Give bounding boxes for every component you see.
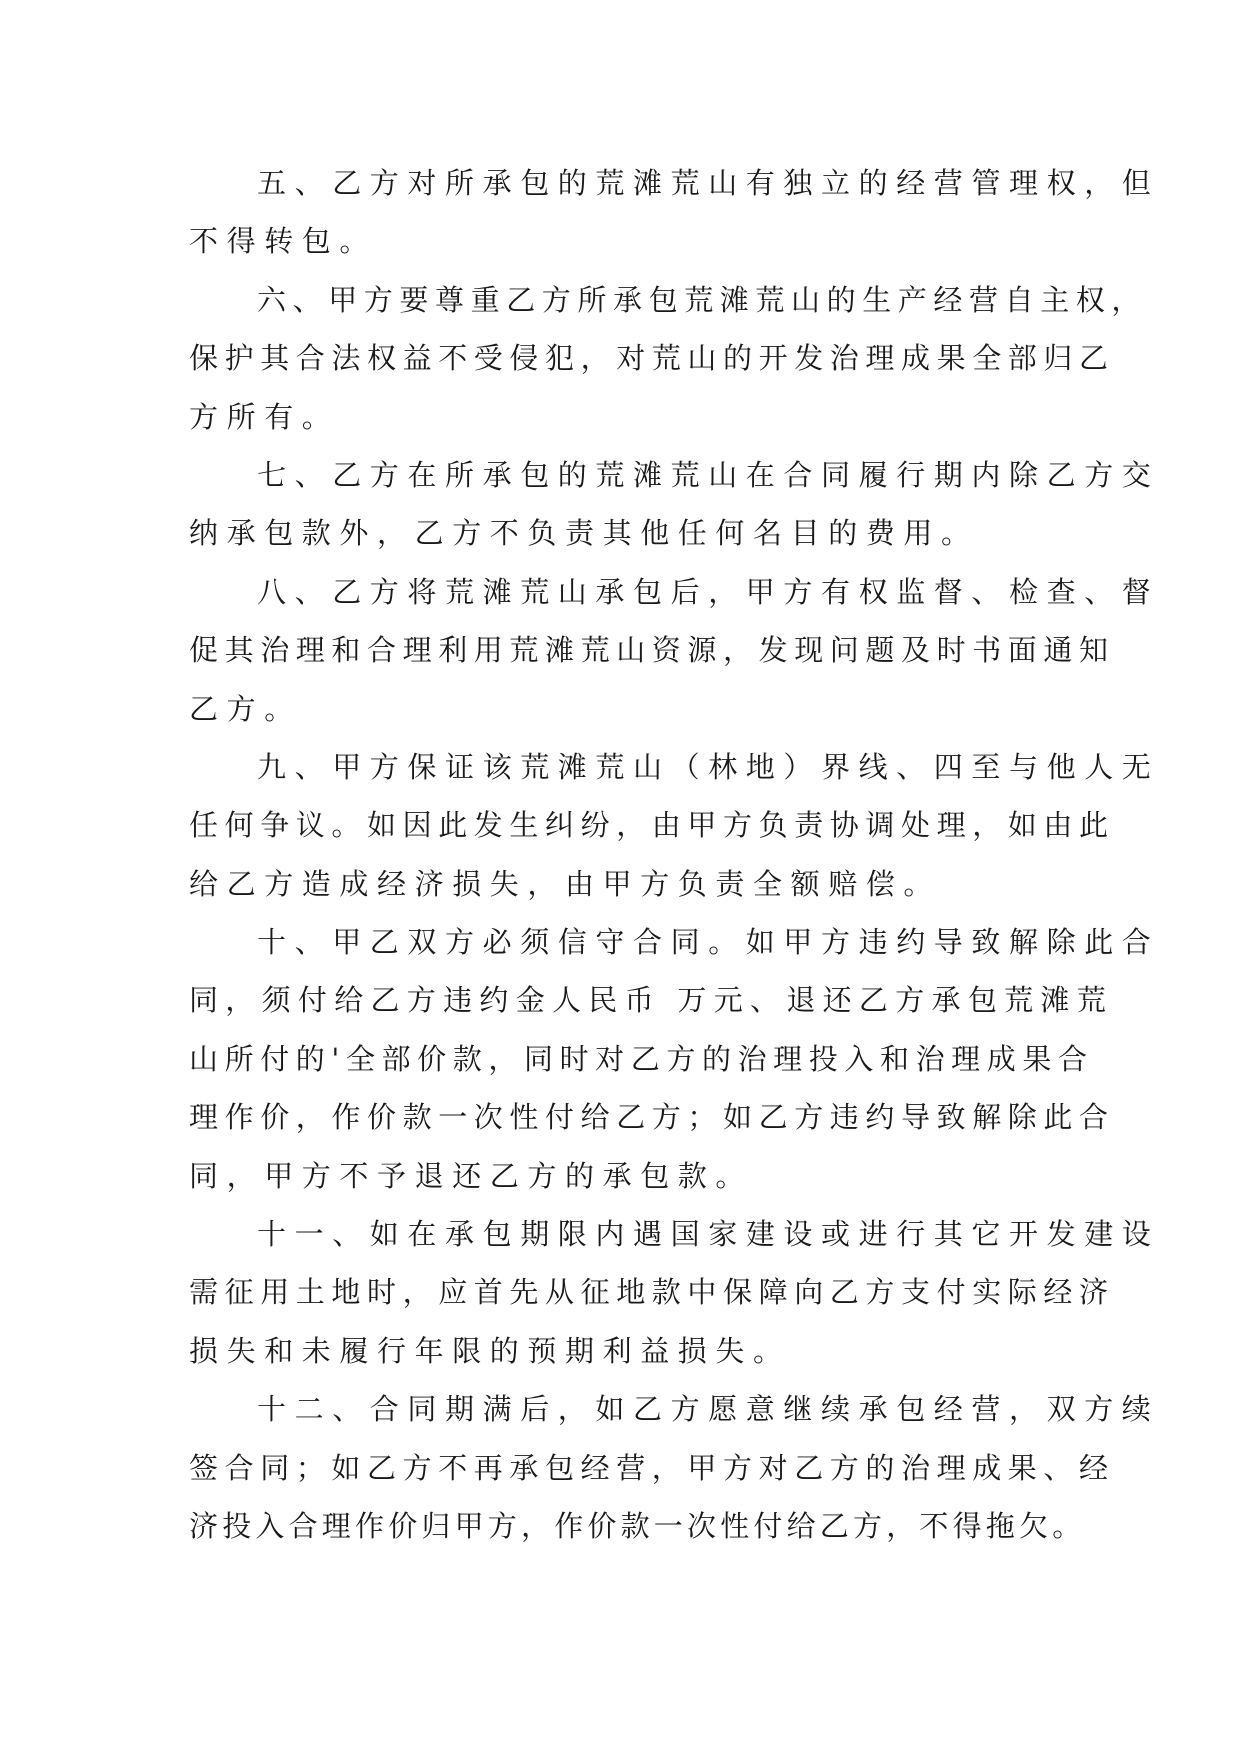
clause-5-line-2: 不得转包。 [189, 224, 378, 259]
clause-9-line-1: 九、甲方保证该荒滩荒山（林地）界线、四至与他人无 [257, 749, 1160, 784]
clause-10-line-4: 理作价，作价款一次性付给乙方；如乙方违约导致解除此合 [189, 1100, 1115, 1135]
clause-5-line-1: 五、乙方对所承包的荒滩荒山有独立的经营管理权，但 [257, 166, 1160, 200]
clause-9-line-2: 任何争议。如因此发生纠纷，由甲方负责协调处理，如由此 [189, 808, 1115, 843]
clause-11-line-3: 损失和未履行年限的预期利益损失。 [189, 1333, 791, 1368]
clause-9-line-3: 给乙方造成经济损失，由甲方负责全额赔偿。 [189, 866, 942, 901]
clause-10-line-1: 十、甲乙双方必须信守合同。如甲方违约导致解除此合 [257, 925, 1160, 960]
clause-6-line-1: 六、甲方要尊重乙方所承包荒滩荒山的生产经营自主权， [257, 282, 1148, 317]
clause-10-line-5: 同，甲方不予退还乙方的承包款。 [189, 1158, 754, 1193]
clause-12-line-1: 十二、合同期满后，如乙方愿意继续承包经营，双方续 [257, 1392, 1160, 1427]
clause-8-line-1: 八、乙方将荒滩荒山承包后，甲方有权监督、检查、督 [257, 574, 1160, 609]
clause-12-line-3: 济投入合理作价归甲方，作价款一次性付给乙方，不得拖欠。 [189, 1508, 1086, 1543]
clause-7-line-1: 七、乙方在所承包的荒滩荒山在合同履行期内除乙方交 [257, 457, 1160, 492]
clause-7-line-2: 纳承包款外，乙方不负责其他任何名目的费用。 [189, 516, 979, 551]
clause-10-line-2: 同，须付给乙方违约金人民币 万元、退还乙方承包荒滩荒 [189, 983, 1114, 1018]
clause-8-line-3: 乙方。 [189, 691, 302, 726]
clause-10-line-3: 山所付的'全部价款，同时对乙方的治理投入和治理成果合 [189, 1041, 1094, 1076]
clause-11-line-2: 需征用土地时，应首先从征地款中保障向乙方支付实际经济 [189, 1275, 1115, 1310]
clause-6-line-2: 保护其合法权益不受侵犯，对荒山的开发治理成果全部归乙 [189, 341, 1115, 376]
clause-8-line-2: 促其治理和合理利用荒滩荒山资源，发现问题及时书面通知 [189, 633, 1115, 668]
contract-body [189, 154, 1160, 1555]
clause-6-line-3: 方所有。 [189, 399, 340, 434]
clause-12-line-2: 签合同；如乙方不再承包经营，甲方对乙方的治理成果、经 [189, 1450, 1115, 1485]
clause-11-line-1: 十一、如在承包期限内遇国家建设或进行其它开发建设 [257, 1217, 1160, 1252]
